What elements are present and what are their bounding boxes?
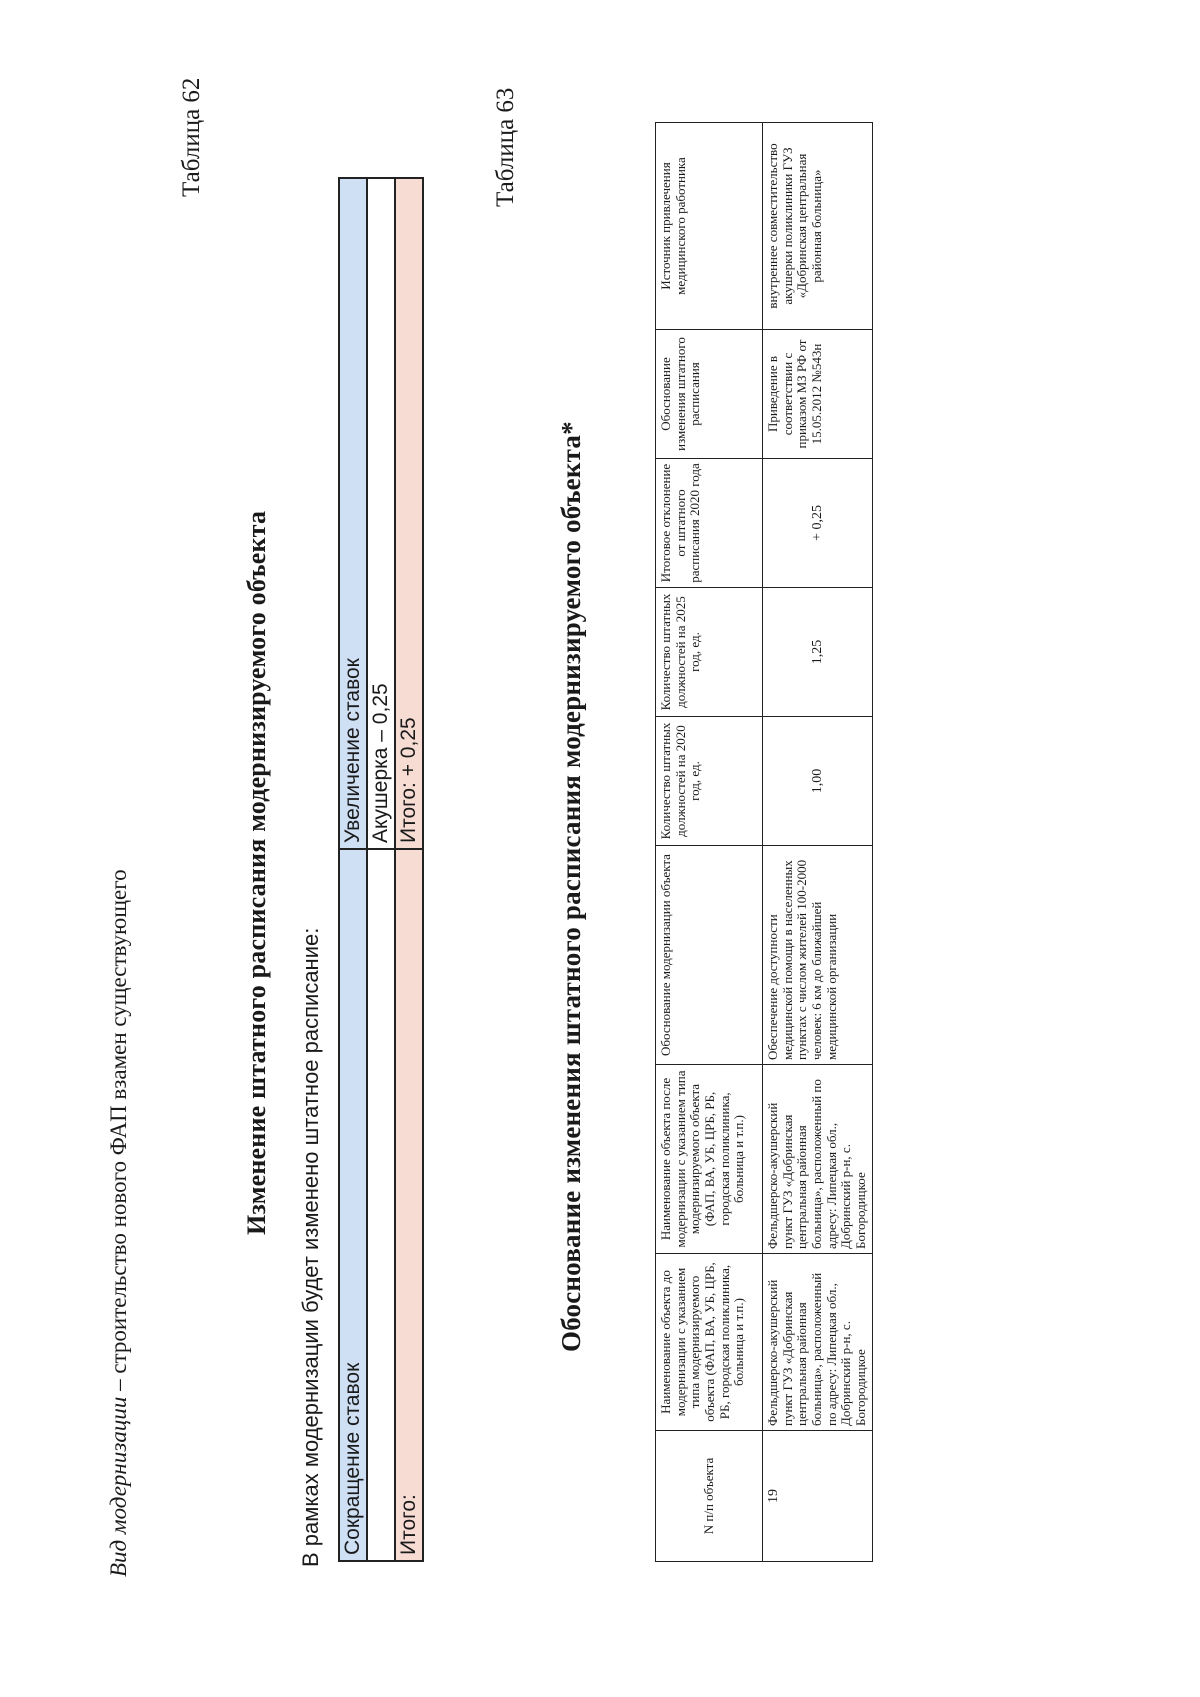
table-62-row	[367, 178, 395, 1561]
table-62-total-row	[395, 178, 423, 1561]
table-63-header-row	[656, 123, 763, 1562]
cell-reason: Обеспечение доступности медицинской помощи в населенных пунктах с числом жителей 100-2000 человек: 6 км до ближайшей медицинской организации	[763, 846, 873, 1065]
modernization-type-line	[106, 869, 132, 1577]
cell-source: внутреннее совместительство акушерки поликлиники ГУЗ «Добринская центральная районная больница»	[763, 123, 873, 330]
header-before: Наименование объекта до модернизации с указанием типа модернизируемого объекта (ФАП, ВА, УБ, ЦРБ, РБ, городская поликлиника, больница и т.п.)	[656, 1254, 763, 1431]
reduction-cell	[367, 849, 395, 1561]
table-63	[655, 122, 873, 1562]
cell-staff-2025: 1,25	[763, 588, 873, 717]
header-number: N п/п объекта	[656, 1431, 763, 1562]
cell-after: Фельдшерско-акушерский пункт ГУЗ «Добринская центральная районная больница», расположенный по адресу: Липецкая обл., Добринский р-н, с. Богородицкое	[763, 1065, 873, 1254]
increase-cell: Акушерка – 0,25	[367, 178, 395, 849]
header-source: Источник привлечения медицинского работника	[656, 123, 763, 330]
table-63-title: Обоснование изменения штатного расписания модернизируемого объекта*	[556, 421, 586, 1352]
table-63-number: Таблица 63	[492, 87, 519, 207]
cell-deviation: + 0,25	[763, 459, 873, 588]
increase-total: Итого: + 0,25	[395, 178, 423, 849]
modernization-type-label: Вид модернизации	[106, 1396, 131, 1577]
increase-header: Увеличение ставок	[339, 178, 367, 849]
reduction-header: Сокращение ставок	[339, 849, 367, 1561]
cell-change-reason: Приведение в соответствии с приказом МЗ РФ от 15.05.2012 №543н	[763, 330, 873, 459]
header-change-reason: Обоснование изменения штатного расписания	[656, 330, 763, 459]
table-62-title: Изменение штатного расписания модернизируемого объекта	[242, 510, 271, 1235]
cell-number: 19	[763, 1431, 873, 1562]
header-after: Наименование объекта после модернизации с указанием типа модернизируемого объекта (ФАП, ВА, УБ, ЦРБ, РБ, городская поликлиника, больница и т.п.)	[656, 1065, 763, 1254]
table-62-header-row	[339, 178, 367, 1561]
table-row	[763, 123, 873, 1562]
header-staff-2020: Количество штатных должностей на 2020 год, ед.	[656, 717, 763, 846]
cell-staff-2020: 1,00	[763, 717, 873, 846]
header-staff-2025: Количество штатных должностей на 2025 год, ед.	[656, 588, 763, 717]
table-62	[338, 177, 424, 1562]
table-62-number: Таблица 62	[178, 77, 205, 197]
header-deviation: Итоговое отклонение от штатного расписания 2020 года	[656, 459, 763, 588]
modernization-type-value: – строительство нового ФАП взамен существующего	[106, 869, 131, 1397]
header-reason: Обоснование модернизации объекта	[656, 846, 763, 1065]
cell-before: Фельдшерско-акушерский пункт ГУЗ «Добринская центральная районная больница», расположенный по адресу: Липецкая обл., Добринский р-н, с. Богородицкое	[763, 1254, 873, 1431]
table-62-intro: В рамках модернизации будет изменено штатное расписание:	[298, 927, 323, 1567]
reduction-total: Итого:	[395, 849, 423, 1561]
